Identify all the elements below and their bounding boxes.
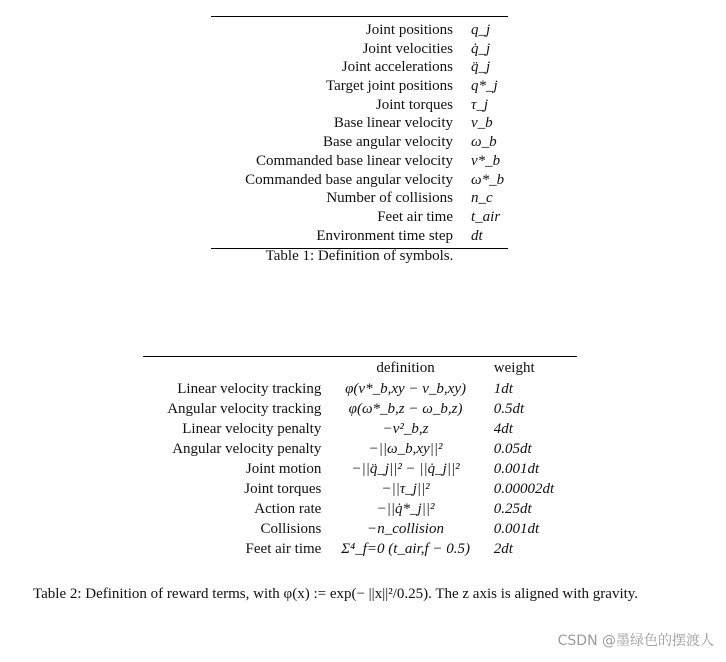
reward-weight: 0.001dt — [493, 461, 540, 477]
reward-term: Linear velocity tracking — [177, 381, 322, 397]
reward-row — [143, 479, 577, 499]
symbol-row — [211, 77, 508, 96]
definition-header: definition — [376, 360, 435, 376]
reward-row — [143, 519, 577, 539]
weight-header: weight — [493, 360, 535, 376]
symbol-row — [211, 40, 508, 59]
reward-definition: −||q̈_j||² − ||q̇_j||² — [351, 461, 460, 477]
reward-term: Linear velocity penalty — [182, 421, 322, 437]
symbol-notation: t_air — [471, 208, 501, 225]
reward-definition: −v²_b,z — [382, 421, 429, 437]
table1-caption: Table 1: Definition of symbols. — [265, 248, 454, 264]
reward-definition: −||ω_b,xy||² — [368, 441, 443, 457]
symbol-notation: ω_b — [471, 134, 497, 151]
reward-definition: Σ⁴_f=0 (t_air,f − 0.5) — [341, 541, 471, 557]
reward-term: Action rate — [254, 501, 322, 517]
reward-term: Angular velocity tracking — [167, 401, 322, 417]
symbol-row — [211, 96, 508, 115]
reward-definition: φ(ω*_b,z − ω_b,z) — [348, 401, 463, 417]
symbol-row — [211, 114, 508, 133]
symbol-notation: q*_j — [471, 78, 498, 95]
reward-definition: −||q̇*_j||² — [376, 501, 435, 517]
symbol-row — [211, 58, 508, 77]
symbol-notation: v*_b — [471, 152, 501, 169]
symbol-name: Feet air time — [377, 208, 453, 225]
symbol-notation: q_j — [471, 22, 491, 38]
reward-row — [143, 439, 577, 459]
reward-table-header — [143, 357, 577, 379]
symbol-notation: τ_j — [471, 96, 489, 113]
reward-row — [143, 379, 577, 399]
reward-term: Joint torques — [244, 481, 322, 497]
symbol-name: Joint positions — [365, 22, 453, 38]
watermark: CSDN @墨绿色的摆渡人 — [557, 633, 714, 649]
symbol-notation: q̈_j — [471, 59, 491, 76]
reward-row — [143, 459, 577, 479]
symbol-name: Joint velocities — [362, 40, 453, 57]
symbols-table — [211, 16, 508, 249]
symbol-name: Number of collisions — [326, 190, 453, 207]
symbol-row — [211, 133, 508, 152]
symbol-notation: v_b — [471, 115, 493, 132]
symbol-notation: q̇_j — [471, 40, 491, 57]
symbol-name: Target joint positions — [325, 78, 453, 95]
symbols-table-body — [211, 17, 508, 248]
symbol-name: Environment time step — [316, 227, 453, 244]
symbol-name: Base angular velocity — [323, 134, 453, 151]
reward-weight: 2dt — [493, 541, 513, 557]
reward-table — [143, 356, 577, 559]
symbol-row — [211, 152, 508, 171]
symbol-row — [211, 21, 508, 40]
reward-weight: 0.5dt — [493, 401, 525, 417]
symbol-row — [211, 227, 508, 246]
reward-weight: 1dt — [493, 381, 513, 397]
symbol-name: Base linear velocity — [333, 115, 453, 132]
symbol-row — [211, 171, 508, 190]
symbol-notation: ω*_b — [471, 171, 505, 188]
symbol-row — [211, 189, 508, 208]
reward-term: Collisions — [260, 521, 322, 537]
symbol-name: Commanded base linear velocity — [255, 152, 453, 169]
reward-term: Joint motion — [245, 461, 322, 477]
reward-row — [143, 539, 577, 559]
reward-table-body — [143, 379, 577, 559]
reward-weight: 0.25dt — [493, 501, 532, 517]
table2-caption: Table 2: Definition of reward terms, with φ(x) := exp(− ||x||²/0.25). The z axis is aligned with gravity. — [33, 586, 639, 602]
symbol-name: Joint accelerations — [341, 59, 453, 76]
reward-weight: 0.05dt — [493, 441, 532, 457]
reward-weight: 4dt — [493, 421, 513, 437]
reward-definition: −||τ_j||² — [381, 481, 430, 497]
symbol-name: Joint torques — [375, 96, 453, 113]
reward-term: Angular velocity penalty — [172, 441, 322, 457]
symbol-notation: n_c — [471, 190, 493, 207]
reward-row — [143, 499, 577, 519]
reward-weight: 0.00002dt — [493, 481, 555, 497]
symbol-row — [211, 208, 508, 227]
reward-row — [143, 399, 577, 419]
symbol-notation: dt — [471, 227, 483, 244]
reward-row — [143, 419, 577, 439]
symbol-name: Commanded base angular velocity — [245, 171, 453, 188]
reward-definition: −n_collision — [367, 521, 444, 537]
reward-definition: φ(v*_b,xy − v_b,xy) — [345, 381, 466, 397]
reward-term: Feet air time — [245, 541, 322, 557]
term-header — [143, 357, 321, 379]
reward-weight: 0.001dt — [493, 521, 540, 537]
